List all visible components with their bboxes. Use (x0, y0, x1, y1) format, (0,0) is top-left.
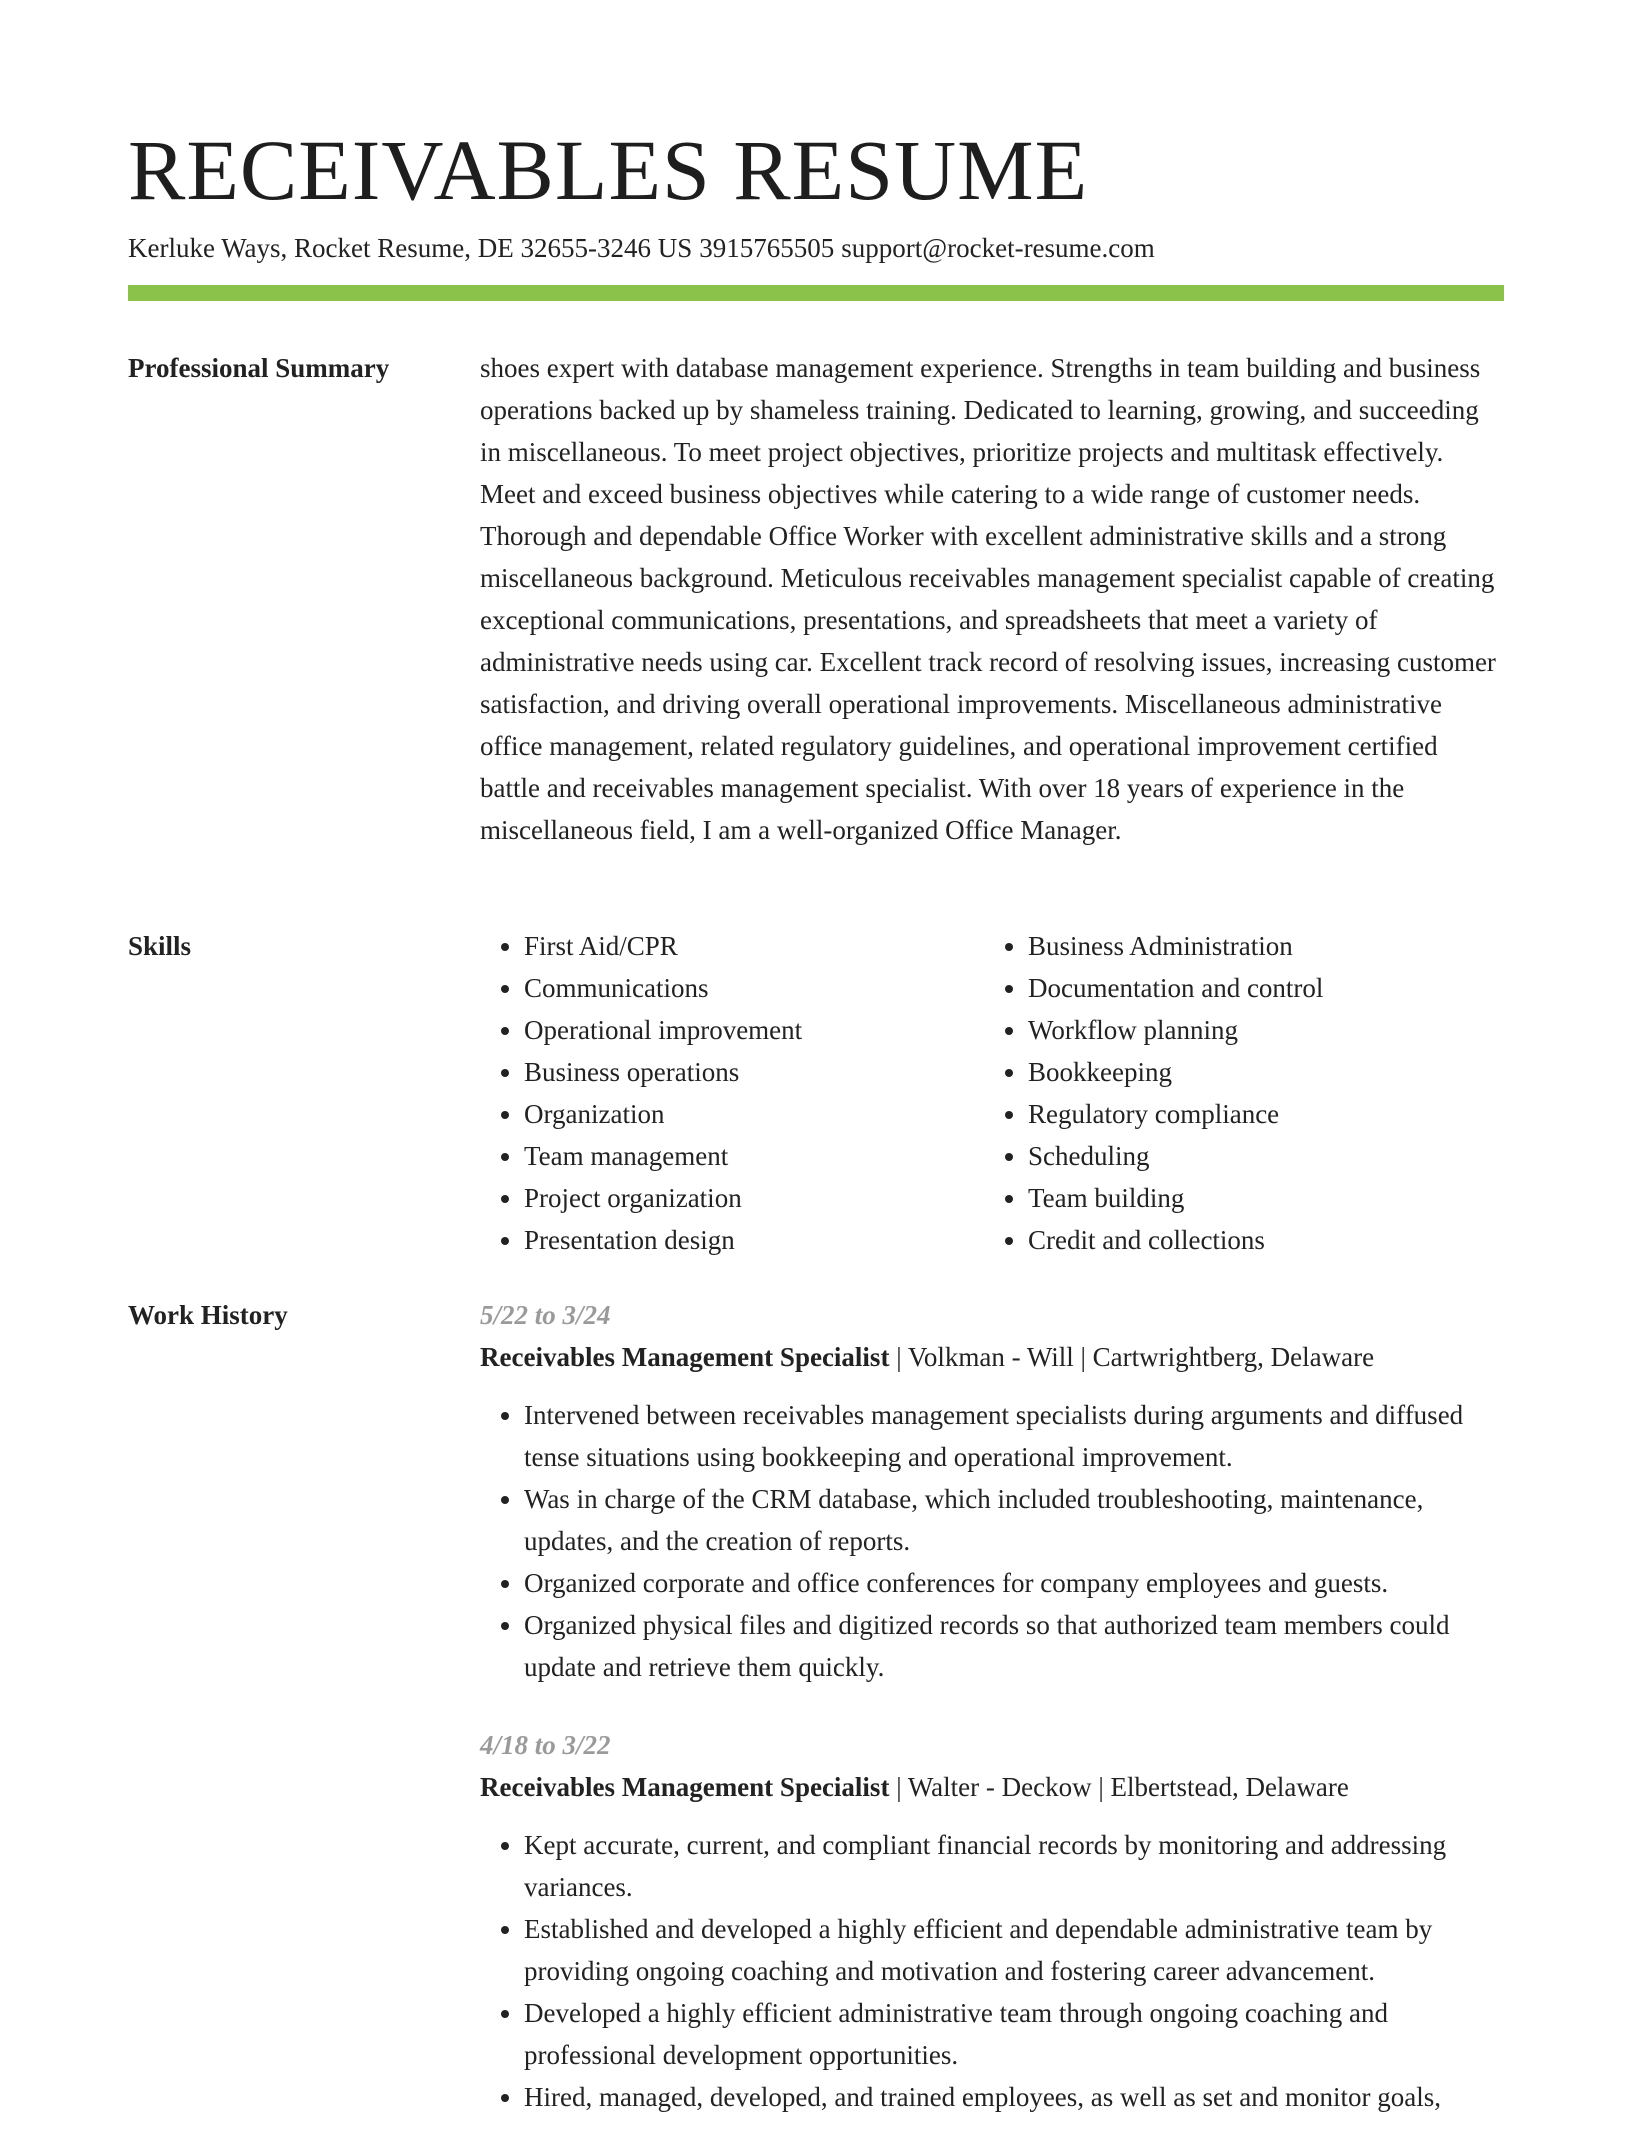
job-entry (480, 1294, 1504, 1688)
skill-item: • Project organization (524, 1177, 984, 1219)
job-company-location: | Volkman - Will | Cartwrightberg, Delaware (889, 1342, 1375, 1372)
work-history-label: Work History (128, 1300, 288, 1330)
job-bullet: • Kept accurate, current, and compliant financial records by monitoring and addressing variances. (524, 1824, 1504, 1908)
skills-list-right (984, 925, 1488, 1261)
job-bullet: • Hired, managed, developed, and trained employees, as well as set and monitor goals, (524, 2076, 1504, 2118)
skill-item: • Workflow planning (1028, 1009, 1488, 1051)
job-bullets (480, 1394, 1504, 1688)
contact-email: support@rocket-resume.com (841, 233, 1155, 263)
skills-body (480, 925, 1504, 1261)
header-divider (128, 285, 1504, 301)
skill-item: • Organization (524, 1093, 984, 1135)
job-heading (480, 1336, 1504, 1378)
job-bullet: • Developed a highly efficient administrative team through ongoing coaching and professional development opportunities. (524, 1992, 1504, 2076)
contact-line (128, 230, 1155, 266)
summary-text: shoes expert with database management experience. Strengths in team building and business operations backed up by shameless training. Dedicated to learning, growing, and succeeding in miscellaneous. To meet project objectives, prioritize projects and multitask effectively. Meet and exceed business objectives while catering to a wide range of customer needs. Thorough and dependable Office Worker with excellent administrative skills and a strong miscellaneous background. Meticulous receivables management specialist capable of creating exceptional communications, presentations, and spreadsheets that meet a variety of administrative needs using car. Excellent track record of resolving issues, increasing customer satisfaction, and driving overall operational improvements. Miscellaneous administrative office management, related regulatory guidelines, and operational improvement certified battle and receivables management specialist. With over 18 years of experience in the miscellaneous field, I am a well-organized Office Manager. (480, 353, 1496, 845)
skill-item: • Scheduling (1028, 1135, 1488, 1177)
summary-label: Professional Summary (128, 353, 390, 383)
skills-list-left (480, 925, 984, 1261)
skill-item: • Business Administration (1028, 925, 1488, 967)
skill-item: • First Aid/CPR (524, 925, 984, 967)
summary-body (480, 347, 1504, 851)
skill-item: • Bookkeeping (1028, 1051, 1488, 1093)
skill-item: • Team management (524, 1135, 984, 1177)
skill-item: • Regulatory compliance (1028, 1093, 1488, 1135)
skill-item: • Documentation and control (1028, 967, 1488, 1009)
skill-item: • Business operations (524, 1051, 984, 1093)
job-bullets (480, 1824, 1504, 2118)
job-heading (480, 1766, 1504, 1808)
skill-item: • Team building (1028, 1177, 1488, 1219)
job-entry (480, 1724, 1504, 2118)
skill-item: • Credit and collections (1028, 1219, 1488, 1261)
contact-phone: 3915765505 (699, 233, 835, 263)
job-bullet: • Organized corporate and office conferences for company employees and guests. (524, 1562, 1504, 1604)
job-company-location: | Walter - Deckow | Elbertstead, Delaware (889, 1772, 1349, 1802)
job-title: Receivables Management Specialist (480, 1772, 890, 1802)
job-bullet: • Was in charge of the CRM database, which included troubleshooting, maintenance, updates, and the creation of reports. (524, 1478, 1504, 1562)
job-title: Receivables Management Specialist (480, 1342, 890, 1372)
job-bullet: • Established and developed a highly efficient and dependable administrative team by providing ongoing coaching and motivation and fostering career advancement. (524, 1908, 1504, 1992)
work-history-body (480, 1294, 1504, 2154)
job-dates: 4/18 to 3/22 (480, 1730, 611, 1760)
skill-item: • Operational improvement (524, 1009, 984, 1051)
skill-item: • Communications (524, 967, 984, 1009)
job-bullet: • Intervened between receivables management specialists during arguments and diffused tense situations using bookkeeping and operational improvement. (524, 1394, 1504, 1478)
contact-address: Kerluke Ways, Rocket Resume, DE 32655-3246 US (128, 233, 693, 263)
resume-title: RECEIVABLES RESUME (128, 122, 1089, 218)
job-dates: 5/22 to 3/24 (480, 1300, 611, 1330)
job-bullet: • Organized physical files and digitized records so that authorized team members could update and retrieve them quickly. (524, 1604, 1504, 1688)
skills-label: Skills (128, 931, 192, 961)
skill-item: • Presentation design (524, 1219, 984, 1261)
